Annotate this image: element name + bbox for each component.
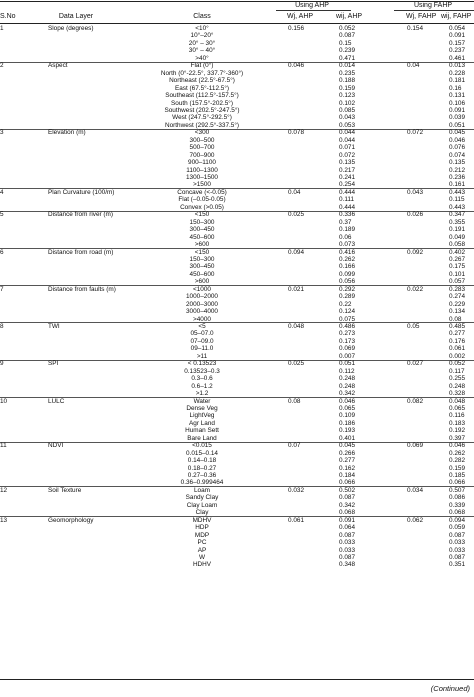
row-class: 20° – 30° — [188, 39, 216, 47]
row-class: 0.36–0.999464 — [180, 479, 224, 487]
row-class: 150–300 — [189, 255, 215, 263]
row-wij-fahp: 0.157 — [449, 39, 465, 47]
row-wij-ahp: 0.502 — [339, 486, 355, 494]
row-wij-ahp: 0.289 — [339, 293, 355, 301]
row-wij-fahp: 0.052 — [449, 360, 465, 368]
row-class: 05–07.0 — [190, 330, 214, 338]
row-wij-ahp: 0.053 — [339, 121, 355, 129]
row-class: Southwest (202.5°-247.5°) — [164, 106, 240, 114]
row-wij-ahp: 0.071 — [339, 144, 355, 152]
row-wij-ahp: 0.087 — [339, 553, 355, 561]
row-wij-fahp: 0.086 — [449, 494, 465, 502]
row-class: >1.2 — [195, 390, 209, 398]
row-class: >600 — [194, 278, 210, 286]
row-sno: 3 — [0, 129, 4, 137]
row-wij-fahp: 0.262 — [449, 449, 465, 457]
row-wij-fahp: 0.08 — [449, 315, 462, 323]
row-wj-ahp: 0.048 — [288, 323, 304, 330]
row-wj-ahp: 0.021 — [288, 285, 304, 293]
row-data-layer: Slope (degrees) — [48, 25, 94, 32]
row-wij-fahp: 0.236 — [449, 174, 465, 181]
row-wij-ahp: 0.087 — [339, 494, 355, 502]
bottom-rule — [0, 679, 474, 680]
row-wij-fahp: 0.046 — [449, 442, 465, 450]
row-wij-ahp: 0.159 — [339, 84, 355, 92]
fahp-group-rule — [394, 10, 474, 11]
row-class: <0.015 — [192, 442, 212, 450]
row-data-layer: TWI — [48, 323, 60, 330]
row-wij-fahp: 0.402 — [449, 248, 465, 256]
row-class: Clay — [195, 509, 209, 517]
row-wij-ahp: 0.056 — [339, 278, 355, 286]
row-wij-ahp: 0.193 — [339, 427, 355, 435]
row-wj-ahp: 0.025 — [288, 211, 304, 219]
row-data-layer: Geomorphology — [48, 516, 94, 524]
row-wij-ahp: 0.044 — [339, 136, 355, 144]
row-class: >11 — [196, 352, 208, 360]
column-header-wij-fahp: wij, FAHP — [441, 13, 472, 20]
row-wij-ahp: 0.348 — [339, 561, 355, 569]
row-wij-ahp: 0.111 — [339, 196, 355, 204]
column-header-wj-fahp: Wj, FAHP — [406, 13, 437, 20]
row-class: 07–09.0 — [190, 337, 214, 345]
row-class: PC — [197, 539, 207, 547]
row-wij-fahp: 0.267 — [449, 255, 465, 263]
row-class: 450–600 — [189, 233, 215, 241]
row-wij-fahp: 0.161 — [449, 181, 465, 189]
row-class: <300 — [194, 129, 210, 137]
row-wij-ahp: 0.342 — [339, 501, 355, 509]
row-wij-ahp: 0.066 — [339, 479, 355, 487]
row-wij-fahp: 0.277 — [449, 330, 465, 338]
row-wij-ahp: 0.033 — [339, 539, 355, 547]
row-class: <150 — [194, 248, 210, 256]
row-class: MDHV — [192, 516, 212, 524]
row-class: West (247.5°-292.5°) — [172, 114, 232, 122]
row-sno: 10 — [0, 397, 8, 405]
row-class: Concave (<-0.05) — [177, 188, 227, 196]
row-wj-ahp: 0.025 — [288, 360, 304, 368]
row-wj-ahp: 0.094 — [288, 248, 304, 256]
row-data-layer: Distance from road (m) — [48, 248, 114, 256]
row-wij-ahp: 0.262 — [339, 255, 355, 263]
row-wij-fahp: 0.074 — [449, 151, 465, 159]
row-wij-fahp: 0.282 — [449, 457, 465, 465]
row-wij-ahp: 0.336 — [339, 211, 355, 219]
row-wij-ahp: 0.112 — [339, 367, 355, 375]
row-class: >40° — [195, 54, 209, 62]
row-sno: 8 — [0, 323, 4, 330]
row-wij-fahp: 0.051 — [449, 121, 465, 129]
row-wij-fahp: 0.183 — [449, 419, 465, 427]
row-wj-fahp: 0.154 — [407, 25, 423, 32]
row-class: Bare Land — [187, 434, 217, 442]
row-class: <1000 — [193, 285, 211, 293]
row-class: Flat (0°) — [190, 62, 214, 70]
row-wij-fahp: 0.443 — [449, 203, 465, 211]
row-sno: 13 — [0, 516, 8, 524]
row-wj-fahp: 0.082 — [407, 397, 423, 405]
row-wj-fahp: 0.022 — [407, 285, 423, 293]
row-wij-fahp: 0.065 — [449, 404, 465, 412]
row-class: HDP — [195, 524, 209, 532]
row-wij-fahp: 0.339 — [449, 501, 465, 509]
row-wij-ahp: 0.014 — [339, 62, 355, 70]
row-wij-fahp: 0.049 — [449, 233, 465, 241]
row-wij-ahp: 0.22 — [339, 300, 352, 308]
ahp-group-rule — [276, 10, 351, 11]
row-wij-fahp: 0.507 — [449, 486, 465, 494]
row-wij-ahp: 0.37 — [339, 218, 352, 226]
row-class: 30° – 40° — [188, 47, 216, 55]
row-class: 300–450 — [189, 226, 215, 234]
row-data-layer: SPI — [48, 360, 59, 368]
row-wij-ahp: 0.124 — [339, 308, 355, 316]
row-data-layer: Aspect — [48, 62, 68, 70]
row-wij-fahp: 0.134 — [449, 308, 465, 316]
row-class: Dense Veg — [186, 404, 218, 412]
row-class: North (0°-22.5°, 337.7°-360°) — [160, 69, 244, 77]
row-wij-fahp: 0.117 — [449, 367, 465, 375]
row-wij-ahp: 0.044 — [339, 129, 355, 137]
row-wij-ahp: 0.135 — [339, 159, 355, 167]
row-class: 500–700 — [189, 144, 215, 152]
row-wij-fahp: 0.237 — [449, 47, 465, 55]
row-wij-ahp: 0.085 — [339, 106, 355, 114]
row-wij-fahp: 0.176 — [449, 337, 465, 345]
row-wij-fahp: 0.248 — [449, 382, 465, 390]
row-wij-ahp: 0.087 — [339, 32, 355, 40]
row-wij-ahp: 0.173 — [339, 337, 355, 345]
row-wij-fahp: 0.101 — [449, 270, 465, 278]
row-wj-fahp: 0.034 — [407, 486, 423, 494]
row-wij-fahp: 0.087 — [449, 553, 465, 561]
row-wij-ahp: 0.248 — [339, 375, 355, 383]
row-class: 1300–1500 — [186, 174, 218, 181]
row-class: W — [198, 553, 206, 561]
row-class: 700–900 — [189, 151, 215, 159]
row-class: HDHV — [192, 561, 212, 569]
row-wij-fahp: 0.191 — [449, 226, 465, 234]
continued-note: (Continued) — [430, 684, 470, 693]
row-wij-ahp: 0.043 — [339, 114, 355, 122]
row-class: <5 — [198, 323, 206, 330]
row-wij-ahp: 0.052 — [339, 25, 355, 32]
row-sno: 7 — [0, 285, 4, 293]
row-wij-ahp: 0.486 — [339, 323, 355, 330]
row-class: 300–450 — [189, 263, 215, 271]
row-wij-fahp: 0.212 — [449, 166, 465, 174]
row-wij-fahp: 0.181 — [449, 77, 465, 85]
row-wij-ahp: 0.091 — [339, 516, 355, 524]
row-wij-ahp: 0.051 — [339, 360, 355, 368]
row-class: South (157.5°-202.5°) — [171, 99, 233, 107]
row-wij-fahp: 0.046 — [449, 136, 465, 144]
layer-divider — [0, 322, 474, 323]
row-wij-ahp: 0.444 — [339, 188, 355, 196]
row-data-layer: Soil Texture — [48, 486, 82, 494]
row-wij-fahp: 0.091 — [449, 32, 465, 40]
row-sno: 5 — [0, 211, 4, 219]
row-wij-ahp: 0.416 — [339, 248, 355, 256]
row-wij-fahp: 0.185 — [449, 472, 465, 479]
row-wij-fahp: 0.106 — [449, 99, 465, 107]
row-class: Loam — [194, 486, 210, 494]
row-wij-ahp: 0.162 — [339, 464, 355, 472]
row-class: Clay Loam — [186, 501, 218, 509]
row-wij-fahp: 0.061 — [449, 345, 465, 353]
row-class: Agr Land — [189, 419, 215, 427]
column-header-wj-ahp: Wj, AHP — [287, 13, 314, 20]
row-class: AP — [197, 546, 207, 554]
row-wij-fahp: 0.192 — [449, 427, 465, 435]
row-wij-fahp: 0.048 — [449, 397, 465, 405]
row-wij-ahp: 0.109 — [339, 412, 355, 420]
row-wij-ahp: 0.073 — [339, 241, 355, 249]
row-wj-ahp: 0.046 — [288, 62, 304, 70]
row-wij-ahp: 0.046 — [339, 397, 355, 405]
row-wij-fahp: 0.347 — [449, 211, 465, 219]
row-data-layer: Elevation (m) — [48, 129, 86, 137]
row-class: Water — [193, 397, 211, 405]
row-wij-fahp: 0.485 — [449, 323, 465, 330]
row-wij-ahp: 0.075 — [339, 315, 355, 323]
row-wj-fahp: 0.027 — [407, 360, 423, 368]
row-data-layer: Distance from river (m) — [48, 211, 113, 219]
row-wij-ahp: 0.266 — [339, 449, 355, 457]
row-class: >4000 — [193, 315, 211, 323]
row-wij-ahp: 0.102 — [339, 99, 355, 107]
row-wij-fahp: 0.283 — [449, 285, 465, 293]
column-header-sno: S.No — [0, 13, 16, 20]
top-rule — [0, 1, 474, 2]
row-wij-ahp: 0.277 — [339, 457, 355, 465]
row-wij-fahp: 0.076 — [449, 144, 465, 152]
row-wij-ahp: 0.273 — [339, 330, 355, 338]
layer-divider — [0, 62, 474, 63]
row-wij-fahp: 0.033 — [449, 539, 465, 547]
row-class: 0.13523–0.3 — [184, 367, 220, 375]
row-class: LightVeg — [189, 412, 215, 420]
group-header-ahp: Using AHP — [295, 2, 329, 9]
row-wj-ahp: 0.061 — [288, 516, 304, 524]
row-data-layer: NDVI — [48, 442, 64, 450]
row-wij-ahp: 0.033 — [339, 546, 355, 554]
row-class: 0.3–0.6 — [191, 375, 213, 383]
layer-divider — [0, 397, 474, 398]
row-wij-fahp: 0.115 — [449, 196, 465, 204]
row-class: Convex (>0.05) — [180, 203, 224, 211]
row-class: Southeast (112.5°-157.5°) — [165, 92, 239, 100]
row-wij-ahp: 0.166 — [339, 263, 355, 271]
layer-divider — [0, 442, 474, 443]
row-wij-ahp: 0.401 — [339, 434, 355, 442]
row-data-layer: LULC — [48, 397, 65, 405]
row-class: Northwest (292.5°-337.5°) — [164, 121, 240, 129]
row-wij-ahp: 0.087 — [339, 531, 355, 539]
row-wij-fahp: 0.355 — [449, 218, 465, 226]
row-wij-fahp: 0.068 — [449, 509, 465, 517]
row-class: 0.015–0.14 — [186, 449, 218, 457]
row-wj-ahp: 0.04 — [288, 188, 301, 196]
row-wj-fahp: 0.026 — [407, 211, 423, 219]
row-wij-ahp: 0.072 — [339, 151, 355, 159]
row-sno: 4 — [0, 188, 4, 196]
row-wij-fahp: 0.443 — [449, 188, 465, 196]
row-class: >1500 — [193, 181, 211, 189]
row-wij-ahp: 0.184 — [339, 472, 355, 479]
row-sno: 1 — [0, 25, 4, 32]
row-wij-ahp: 0.217 — [339, 166, 355, 174]
row-wij-ahp: 0.239 — [339, 47, 355, 55]
row-wij-ahp: 0.189 — [339, 226, 355, 234]
row-wij-fahp: 0.045 — [449, 129, 465, 137]
row-wj-ahp: 0.08 — [288, 397, 301, 405]
row-wij-fahp: 0.274 — [449, 293, 465, 301]
row-sno: 12 — [0, 486, 8, 494]
row-wij-ahp: 0.241 — [339, 174, 355, 181]
row-wj-ahp: 0.078 — [288, 129, 304, 137]
row-wij-fahp: 0.091 — [449, 106, 465, 114]
row-wij-fahp: 0.116 — [449, 412, 465, 420]
row-wij-ahp: 0.069 — [339, 345, 355, 353]
row-class: 300–500 — [189, 136, 215, 144]
row-wij-fahp: 0.228 — [449, 69, 465, 77]
row-class: East (67.5°-112.5°) — [174, 84, 230, 92]
row-wj-ahp: 0.156 — [288, 25, 304, 32]
row-class: < 0.13523 — [187, 360, 217, 368]
row-class: 10°–20° — [190, 32, 214, 40]
row-class: 09–11.0 — [190, 345, 214, 353]
row-wj-fahp: 0.043 — [407, 188, 423, 196]
row-class: MDP — [194, 531, 210, 539]
row-wij-fahp: 0.229 — [449, 300, 465, 308]
row-wij-fahp: 0.16 — [449, 84, 462, 92]
row-wij-fahp: 0.328 — [449, 390, 465, 398]
row-class: 2000–3000 — [186, 300, 218, 308]
row-wj-fahp: 0.092 — [407, 248, 423, 256]
row-wij-fahp: 0.397 — [449, 434, 465, 442]
row-sno: 9 — [0, 360, 4, 368]
row-wij-fahp: 0.058 — [449, 241, 465, 249]
row-wij-fahp: 0.131 — [449, 92, 465, 100]
column-header-wij-ahp: wij, AHP — [336, 13, 363, 20]
row-wij-ahp: 0.186 — [339, 419, 355, 427]
row-wij-fahp: 0.033 — [449, 546, 465, 554]
row-class: Northeast (22.5°-67.5°) — [169, 77, 235, 85]
row-wij-ahp: 0.045 — [339, 442, 355, 450]
row-wj-fahp: 0.062 — [407, 516, 423, 524]
row-wij-fahp: 0.066 — [449, 479, 465, 487]
row-wij-fahp: 0.002 — [449, 352, 465, 360]
row-wij-fahp: 0.013 — [449, 62, 465, 70]
row-sno: 6 — [0, 248, 4, 256]
row-wij-ahp: 0.068 — [339, 509, 355, 517]
row-wij-fahp: 0.039 — [449, 114, 465, 122]
column-header-data-layer: Data Layer — [58, 13, 94, 20]
row-wij-ahp: 0.007 — [339, 352, 355, 360]
row-wij-fahp: 0.135 — [449, 159, 465, 167]
row-wj-fahp: 0.072 — [407, 129, 423, 137]
row-class: 0.14–0.18 — [187, 457, 217, 465]
row-class: 450–600 — [189, 270, 215, 278]
row-wij-ahp: 0.254 — [339, 181, 355, 189]
row-wj-ahp: 0.07 — [288, 442, 301, 450]
row-class: <10° — [195, 25, 209, 32]
row-class: 0.18–0.27 — [187, 464, 217, 472]
row-class: 0.6–1.2 — [191, 382, 213, 390]
row-wj-fahp: 0.069 — [407, 442, 423, 450]
row-class: 0.27–0.36 — [187, 472, 217, 479]
row-wij-ahp: 0.099 — [339, 270, 355, 278]
row-wij-fahp: 0.059 — [449, 524, 465, 532]
row-wij-ahp: 0.123 — [339, 92, 355, 100]
row-sno: 11 — [0, 442, 7, 450]
row-class: Human Sett — [185, 427, 219, 435]
row-class: <150 — [194, 211, 210, 219]
row-data-layer: Distance from faults (m) — [48, 285, 116, 293]
row-class: 1100–1300 — [186, 166, 218, 174]
row-wij-fahp: 0.461 — [449, 54, 465, 62]
row-class: 150–300 — [189, 218, 215, 226]
column-header-class: Class — [193, 13, 211, 20]
row-wj-fahp: 0.04 — [407, 62, 420, 70]
row-wj-ahp: 0.032 — [288, 486, 304, 494]
row-wij-ahp: 0.471 — [339, 54, 355, 62]
row-class: Flat (–0.05-0.05) — [178, 196, 226, 204]
header-rule — [0, 23, 474, 24]
row-wij-fahp: 0.087 — [449, 531, 465, 539]
row-wij-ahp: 0.292 — [339, 285, 355, 293]
row-wij-ahp: 0.235 — [339, 69, 355, 77]
group-header-fahp: Using FAHP — [413, 2, 453, 9]
row-wij-ahp: 0.064 — [339, 524, 355, 532]
row-wij-ahp: 0.342 — [339, 390, 355, 398]
row-wij-fahp: 0.255 — [449, 375, 465, 383]
row-wij-fahp: 0.054 — [449, 25, 465, 32]
row-wij-ahp: 0.06 — [339, 233, 352, 241]
row-class: 3000–4000 — [186, 308, 218, 316]
row-wj-fahp: 0.05 — [407, 323, 420, 330]
row-wij-fahp: 0.057 — [449, 278, 465, 286]
row-class: 1000–2000 — [186, 293, 218, 301]
row-wij-fahp: 0.351 — [449, 561, 465, 569]
row-wij-fahp: 0.175 — [449, 263, 465, 271]
row-sno: 2 — [0, 62, 4, 70]
row-wij-ahp: 0.444 — [339, 203, 355, 211]
row-wij-ahp: 0.188 — [339, 77, 355, 85]
layer-divider — [0, 360, 474, 361]
row-wij-ahp: 0.065 — [339, 404, 355, 412]
row-wij-fahp: 0.094 — [449, 516, 465, 524]
row-data-layer: Plan Curvature (100/m) — [48, 188, 115, 196]
row-class: >600 — [194, 241, 210, 249]
row-class: 900–1100 — [188, 159, 216, 167]
row-wij-ahp: 0.15 — [339, 39, 352, 47]
row-wij-ahp: 0.248 — [339, 382, 355, 390]
row-class: Sandy Clay — [185, 494, 219, 502]
row-wij-fahp: 0.159 — [449, 464, 465, 472]
